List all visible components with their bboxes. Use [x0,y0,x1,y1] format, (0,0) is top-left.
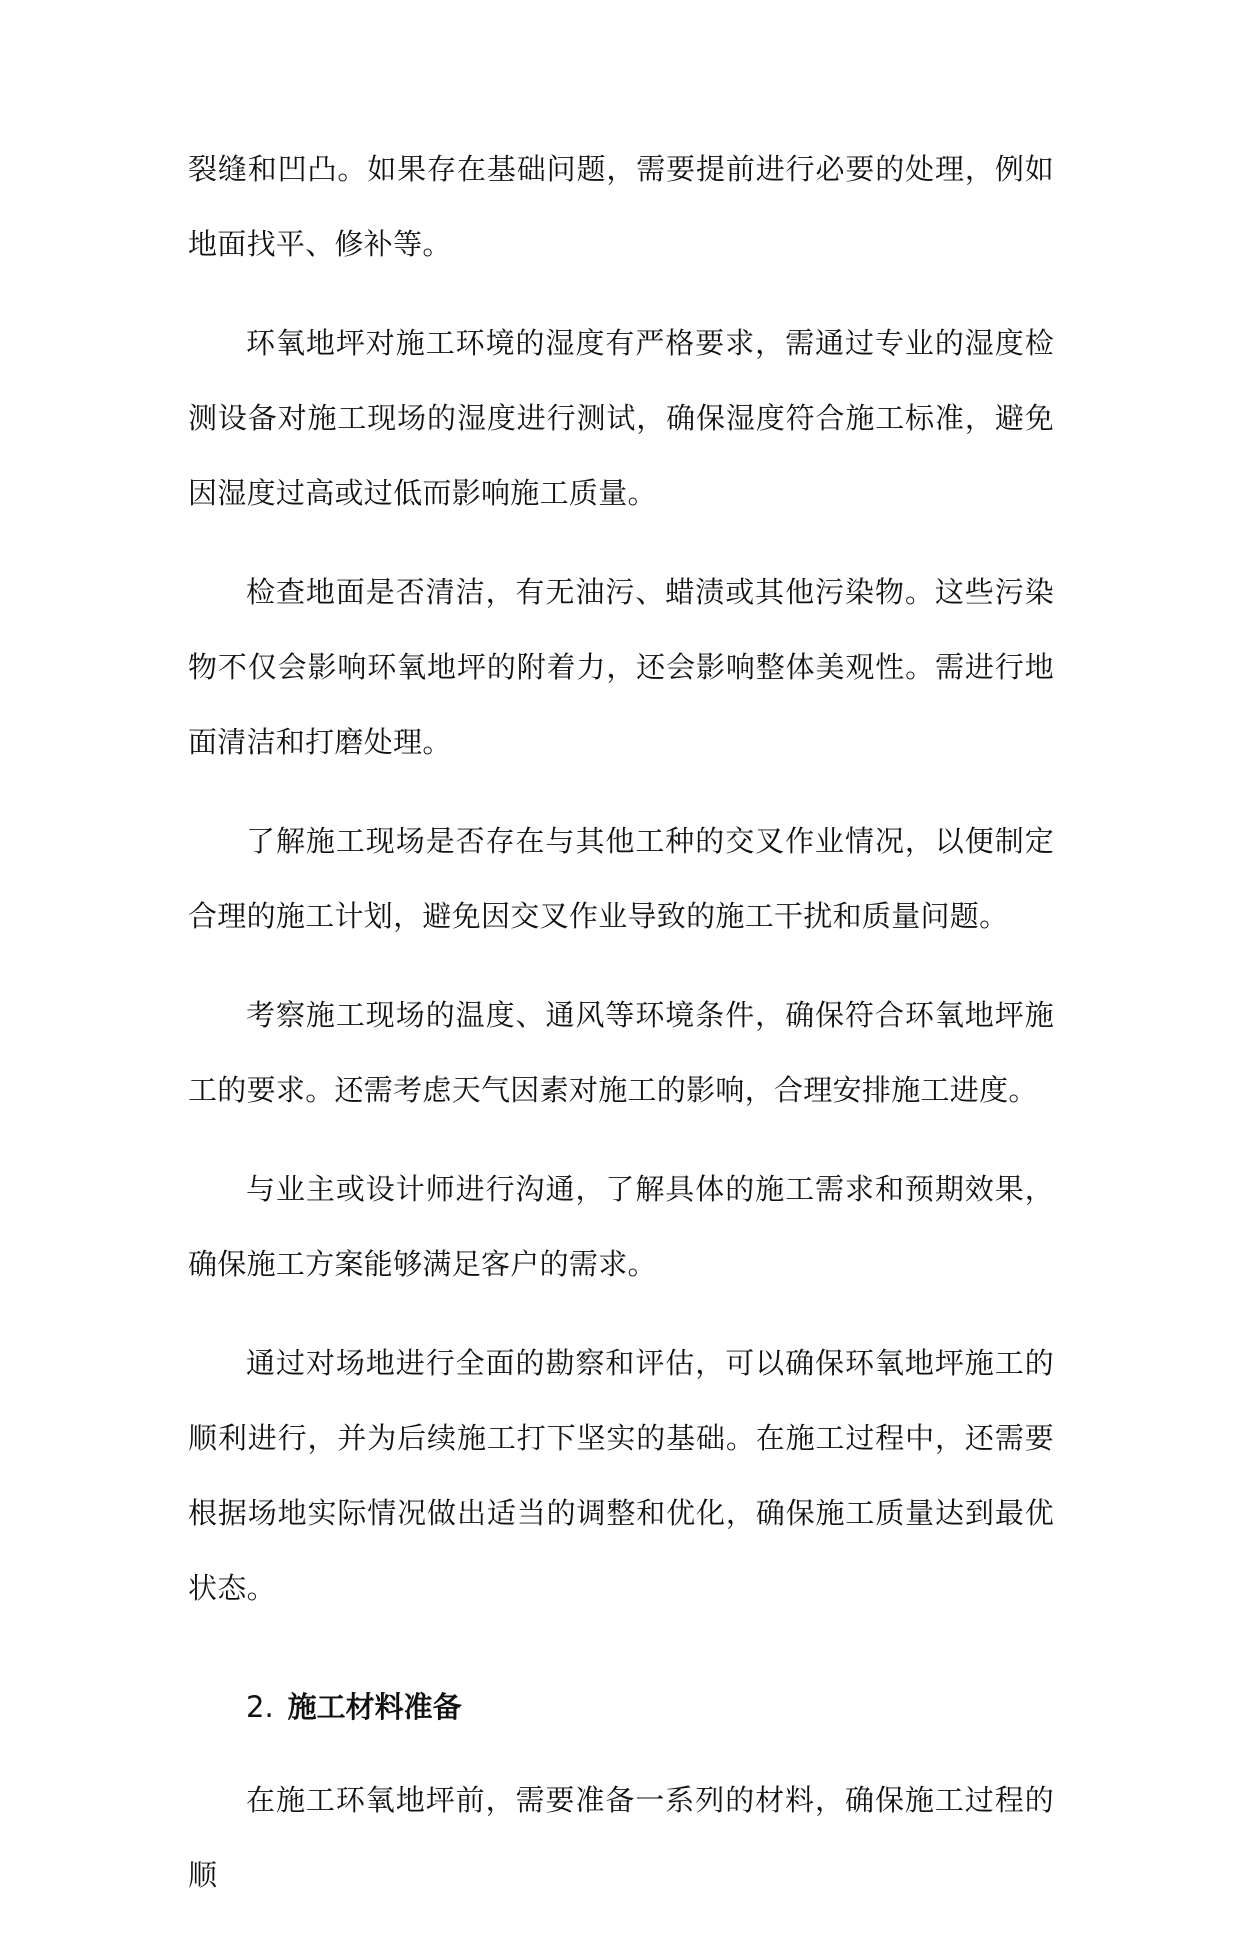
document-page [188,132,1054,1937]
paragraph-humidity: 环氧地坪对施工环境的湿度有严格要求，需通过专业的湿度检测设备对施工现场的湿度进行测试，确保湿度符合施工标准，避免因湿度过高或过低而影响施工质量。 [188,326,1054,510]
paragraph-summary: 通过对场地进行全面的勘察和评估，可以确保环氧地坪施工的顺利进行，并为后续施工打下坚实的基础。在施工过程中，还需要根据场地实际情况做出适当的调整和优化，确保施工质量达到最优状态。 [188,1346,1054,1605]
paragraph-cleanliness: 检查地面是否清洁，有无油污、蜡渍或其他污染物。这些污染物不仅会影响环氧地坪的附着力，还会影响整体美观性。需进行地面清洁和打磨处理。 [188,575,1054,759]
section-heading [188,1670,1054,1745]
paragraph-materials-intro: 在施工环氧地坪前，需要准备一系列的材料，确保施工过程的顺 [188,1783,1054,1892]
paragraph-communication: 与业主或设计师进行沟通，了解具体的施工需求和预期效果，确保施工方案能够满足客户的需求。 [188,1172,1054,1281]
section-number: 2. [246,1690,274,1724]
paragraph-environment: 考察施工现场的温度、通风等环境条件，确保符合环氧地坪施工的要求。还需考虑天气因素对施工的影响，合理安排施工进度。 [188,998,1054,1107]
section-title: 施工材料准备 [287,1690,462,1724]
paragraph-cross-operations: 了解施工现场是否存在与其他工种的交叉作业情况，以便制定合理的施工计划，避免因交叉作业导致的施工干扰和质量问题。 [188,824,1054,933]
paragraph-foundation-issues: 裂缝和凹凸。如果存在基础问题，需要提前进行必要的处理，例如地面找平、修补等。 [188,152,1054,261]
